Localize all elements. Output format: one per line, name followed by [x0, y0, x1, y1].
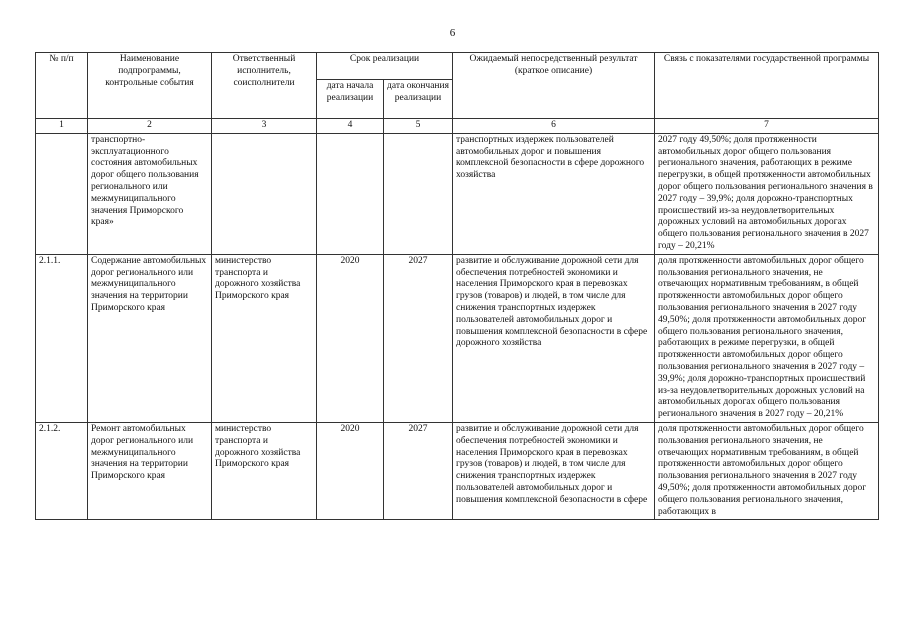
row-result: развитие и обслуживание дорожной сети для обеспечения потребностей экономики и населения Приморского края в перевозках грузов (товаров) и людей, в том числе для снижения транспортных издержек пользователей автомобильных дорог и повышения комплексной безопасности в сфере — [453, 422, 655, 519]
column-number-row — [36, 119, 879, 134]
row-start: 2020 — [317, 254, 384, 422]
row-link: 2027 году 49,50%; доля протяженности автомобильных дорог общего пользования регионального значения, работающих в режиме перегрузки, в общей протяженности автомобильных дорог общего пользования регионального значения в 2027 году – 39,9%; доля дорожно-транспортных происшествий из-за неудовлетворительных дорожных условий на автомобильных дорогах общего пользования регионального значения в 2027 году – 20,21% — [655, 133, 879, 254]
row-link: доля протяженности автомобильных дорог общего пользования регионального значения, не отвечающих нормативным требованиям, в общей протяженности автомобильных дорог общего пользования регионального значения в 2027 году 49,50%; доля протяженности автомобильных дорог общего пользования регионального значения, работающих в режиме перегрузки, в общей протяженности автомобильных дорог общего пользования регионального значения в 2027 году – 39,9%; доля дорожно-транспортных происшествий из-за неудовлетворительных дорожных условий на автомобильных дорогах общего пользования регионального значения в 2027 году – 20,21% — [655, 254, 879, 422]
row-result: развитие и обслуживание дорожной сети для обеспечения потребностей экономики и населения Приморского края в перевозках грузов (товаров) и людей, в том числе для снижения транспортных издержек пользователей автомобильных дорог и повышения комплексной безопасности в сфере дорожного хозяйства — [453, 254, 655, 422]
row-end: 2027 — [384, 254, 453, 422]
header-row — [36, 53, 879, 80]
header-period: Срок реализации — [317, 53, 453, 80]
page-number: 6 — [449, 27, 456, 39]
row-executor: министерство транспорта и дорожного хозяйства Приморского края — [212, 422, 317, 519]
row-link: доля протяженности автомобильных дорог общего пользования регионального значения, не отвечающих нормативным требованиям, в общей протяженности автомобильных дорог общего пользования регионального значения в 2027 году 49,50%; доля протяженности автомобильных дорог общего пользования регионального значения, работающих в — [655, 422, 879, 519]
row-name: Ремонт автомобильных дорог регионального или межмуниципального значения на территории Приморского края — [88, 422, 212, 519]
row-number: 2.1.1. — [36, 254, 88, 422]
row-end: 2027 — [384, 422, 453, 519]
row-start — [317, 133, 384, 254]
row-end — [384, 133, 453, 254]
table-row — [36, 133, 879, 254]
column-number: 1 — [36, 119, 88, 134]
table-row — [36, 254, 879, 422]
row-start: 2020 — [317, 422, 384, 519]
row-number: 2.1.2. — [36, 422, 88, 519]
row-executor: министерство транспорта и дорожного хозяйства Приморского края — [212, 254, 317, 422]
header-result: Ожидаемый непосредственный результат (краткое описание) — [453, 53, 655, 119]
header-num: № п/п — [36, 53, 88, 119]
column-number: 3 — [212, 119, 317, 134]
header-link: Связь с показателями государственной программы — [655, 53, 879, 119]
table-row — [36, 422, 879, 519]
column-number: 2 — [88, 119, 212, 134]
header-name: Наименование подпрограммы, контрольные события — [88, 53, 212, 119]
column-number: 5 — [384, 119, 453, 134]
program-table — [35, 52, 879, 520]
row-executor — [212, 133, 317, 254]
row-name: транспортно-эксплуатационного состояния автомобильных дорог общего пользования регионального или межмуниципального значения Приморского края» — [88, 133, 212, 254]
column-number: 4 — [317, 119, 384, 134]
header-end-date: дата окончания реализации — [384, 80, 453, 119]
column-number: 6 — [453, 119, 655, 134]
column-number: 7 — [655, 119, 879, 134]
row-name: Содержание автомобильных дорог регионального или межмуниципального значения на территории Приморского края — [88, 254, 212, 422]
header-executor: Ответственный исполнитель, соисполнители — [212, 53, 317, 119]
row-result: транспортных издержек пользователей автомобильных дорог и повышения комплексной безопасности в сфере дорожного хозяйства — [453, 133, 655, 254]
header-start-date: дата начала реализации — [317, 80, 384, 119]
row-number — [36, 133, 88, 254]
